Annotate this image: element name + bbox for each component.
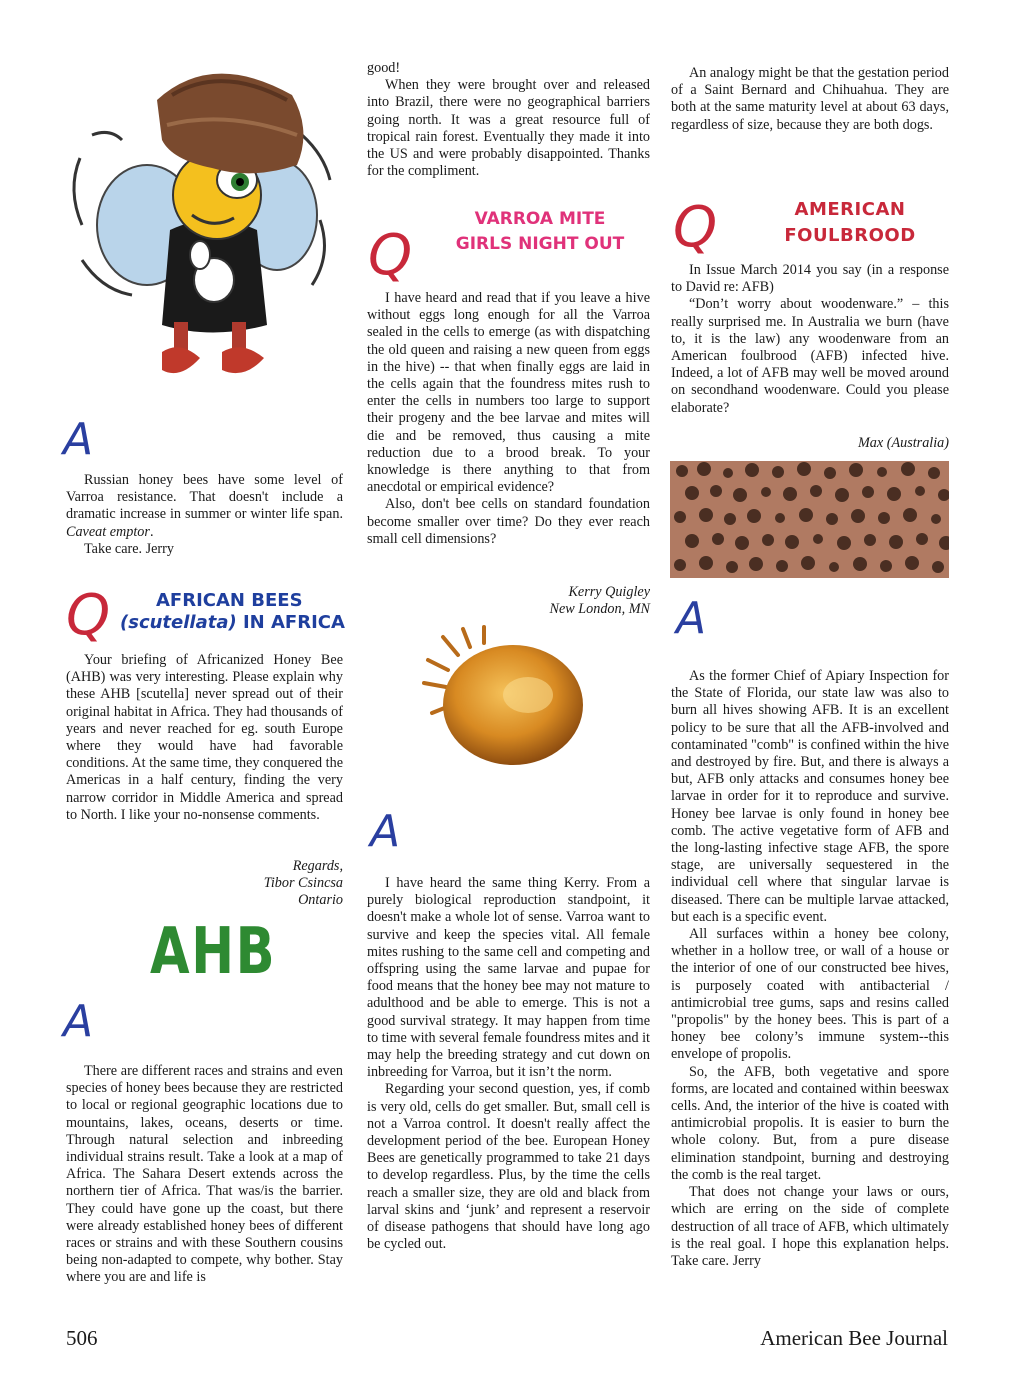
right-answer bbox=[671, 668, 949, 1270]
question-letter: Q bbox=[66, 583, 111, 648]
answer-text: I have heard the same thing Kerry. From a purely biological reproduction standpoint, it doesn't make a whole lot of sense. Varroa want to survive and keep the species vital. All female mites rushing to the same cell and competing and offspring using the same larvae and pupae for food means that the honey bee may not mature to adulthood and be able to emerge. This is not a good survival strategy. It may happen from time to time with several female foundress mites and it may help the breeding strategy and cut down on inbreeding for Varroa, but it isn’t the norm. bbox=[367, 875, 650, 1081]
answer-text-3: So, the AFB, both vegetative and spore forms, are located and contained within beeswax cells. And, the interior of the hive is coated with antimicrobial propolis. It is easier to burn the whole colony. But, from a pure disease elimination standpoint, burning and destroying the comb is the real target. bbox=[671, 1063, 949, 1183]
question-text: In Issue March 2014 you say (in a response to David re: AFB) bbox=[671, 262, 949, 296]
right-signature bbox=[671, 435, 949, 452]
heading-in-africa: IN AFRICA bbox=[236, 612, 345, 633]
question-letter: Q bbox=[673, 195, 718, 260]
middle-top-text bbox=[367, 60, 650, 180]
russian-bee-icon bbox=[62, 40, 352, 425]
heading-african-bees bbox=[120, 590, 350, 634]
middle-top-line-1: good! bbox=[367, 60, 401, 76]
journal-name: American Bee Journal bbox=[760, 1326, 948, 1350]
signature-line-1: Regards, bbox=[292, 858, 343, 874]
left-signature bbox=[66, 858, 343, 910]
bee-cartoon-illustration bbox=[62, 40, 352, 425]
right-top-paragraph: An analogy might be that the gestation period of a Saint Bernard and Chihuahua. They are both at the same maturity level at about 63 days, regardless of size, because they are both dogs. bbox=[671, 65, 949, 133]
signature-line-3: Ontario bbox=[298, 892, 343, 909]
answer-signoff: Take care. Jerry bbox=[84, 540, 174, 557]
afb-comb-photo bbox=[670, 461, 949, 578]
brood-comb-icon bbox=[670, 461, 949, 578]
heading-line-1: AFRICAN BEES bbox=[156, 590, 303, 611]
answer-text-4: That does not change your laws or ours, which are erring on the side of complete destruction of all trace of AFB, which ultimately is the real goal. I hope this explanation helps. Take care. Jerry bbox=[671, 1184, 949, 1269]
question-letter: Q bbox=[368, 223, 413, 288]
heading-line-1: VARROA MITE bbox=[474, 209, 606, 229]
middle-signature bbox=[367, 584, 650, 618]
left-answer-2 bbox=[66, 1063, 343, 1287]
middle-question bbox=[367, 290, 650, 548]
answer-text-2: All surfaces within a honey bee colony, whether in a hollow tree, or wall of a house or the interior of one of our constructed bee hives, is purposely coated with antibacterial / antimicrobial tree gums, saps and resins called "propolis" by the honey bees. This is part of a honey bee colony’s immune system--this envelope of propolis. bbox=[671, 926, 949, 1063]
ahb-logo: AHB bbox=[150, 915, 277, 989]
answer-text-2: Regarding your second question, yes, if comb is very old, cells do get smaller. But, small cell is not a Varroa control. It doesn't really affect the development period of the bee. European Honey Bees are genetically programmed to take 21 days to develop regardless. Plus, by the time the cells reach a smaller size, they are old and black from larval skins and ‘junk’ and represent a reservoir of disease pathogens that should have long ago be cycled out. bbox=[367, 1081, 650, 1253]
question-text-2: “Don’t worry about woodenware.” – this really surprised me. In Australia we burn (have to, it is the law) any woodenware from an American foulbrood (AFB) infected hive. Indeed, a lot of AFB may well be moved around on secondhand woodenware. Could you please elaborate? bbox=[671, 296, 949, 416]
heading-scutellata: (scutellata) bbox=[120, 612, 237, 633]
heading-line-2: GIRLS NIGHT OUT bbox=[455, 234, 625, 254]
signature-line-2: Tibor Csincsa bbox=[263, 875, 343, 892]
heading-american-foulbrood bbox=[755, 197, 945, 249]
heading-line-1: AMERICAN bbox=[794, 199, 906, 220]
varroa-mite-photo bbox=[418, 625, 588, 775]
right-top-text bbox=[671, 65, 949, 134]
answer-text-2: There are different races and strains and even species of honey bees because they are restricted to local or regional geographic locations due to mountains, lakes, oceans, deserts or time. Through natural selection and inbreeding individual strains result. Take a look at a map of Africa. The Sahara Desert extends across the northern tier of Africa. That was/is the barrier. They could have gone up the coast, but there were already established honey bees of different races or strains and with these Southern cousins being non-adapted to compete, why bother. Stay where you are and life is bbox=[66, 1063, 343, 1286]
question-text: I have heard and read that if you leave a hive without eggs long enough for all the Varroa sealed in the cells to emerge (as with dispatching the old queen and raising a new queen from eggs in the hive) -- that when finally eggs are laid in the cells again that the foundress mites rush to enter the cells in numbers too large to support their progeny and the bee larvae and mites will die and be removed, thus causing a mite reduction due to a brood break. To your knowledge is there anything to that from anecdotal or empirical evidence? bbox=[367, 290, 650, 496]
answer-letter: A bbox=[676, 593, 707, 644]
page-number: 506 bbox=[66, 1326, 98, 1350]
signature-name: Max (Australia) bbox=[857, 435, 949, 451]
answer-letter: A bbox=[370, 806, 401, 857]
left-question-2 bbox=[66, 652, 343, 824]
question-text: Your briefing of Africanized Honey Bee (AHB) was very interesting. Please explain why these AHB [scutella] never spread out of their original habitat in Africa. They had thousands of years and never reached for eg. south Europe where they would have had favorable conditions. At the same time, they conquered the Americas in a half century, finding the very narrow corridor in Middle America and spread to North. I like your no-nonsense comments. bbox=[66, 652, 343, 823]
right-question bbox=[671, 262, 949, 417]
heading-line-2 bbox=[120, 612, 350, 634]
question-text-2: Also, don't bee cells on standard foundation become smaller over time? Do they ever reach small cell dimensions? bbox=[367, 496, 650, 547]
answer-text: Russian honey bees have some level of Varroa resistance. That doesn't include a dramatic increase in summer or winter life span. bbox=[66, 472, 343, 523]
left-answer-1: Russian honey bees have some level of Varroa resistance. That doesn't include a dramatic increase in summer or winter life span. Caveat emptor. Take care. Jerry bbox=[66, 472, 343, 557]
heading-line-2: FOULBROOD bbox=[784, 225, 916, 246]
caveat-text: Caveat emptor bbox=[66, 523, 150, 540]
middle-answer bbox=[367, 875, 650, 1253]
signature-place: New London, MN bbox=[549, 601, 650, 618]
answer-letter: A bbox=[63, 414, 94, 465]
answer-letter-2: A bbox=[63, 996, 94, 1047]
signature-name: Kerry Quigley bbox=[568, 584, 650, 600]
varroa-mite-icon bbox=[418, 625, 588, 775]
heading-varroa-mite bbox=[440, 207, 640, 257]
answer-text: As the former Chief of Apiary Inspection for the State of Florida, our state law was also to burn all hives showing AFB. It is an excellent policy to be sure that all the AFB-involved and contaminated "comb" is confined within the hive and destroyed by fire. But, and there is always a but, AFB only attacks and consumes honey bee larvae in order for it to reproduce and survive. Honey bee larvae is only found in honey bee comb. The active vegetative form of AFB and the long-lasting infective stage AFB, the spore stage, are universally sequestered in the individual cell where that singular larvae is diseased. There can be multiple larvae attacked, but each is a specific event. bbox=[671, 668, 949, 925]
middle-top-paragraph: When they were brought over and released into Brazil, there were no geographical barriers going north. It was a great resource full of tropical rain forest. Eventually they made it into the US and were probably disappointed. Thanks for the compliment. bbox=[367, 77, 650, 180]
